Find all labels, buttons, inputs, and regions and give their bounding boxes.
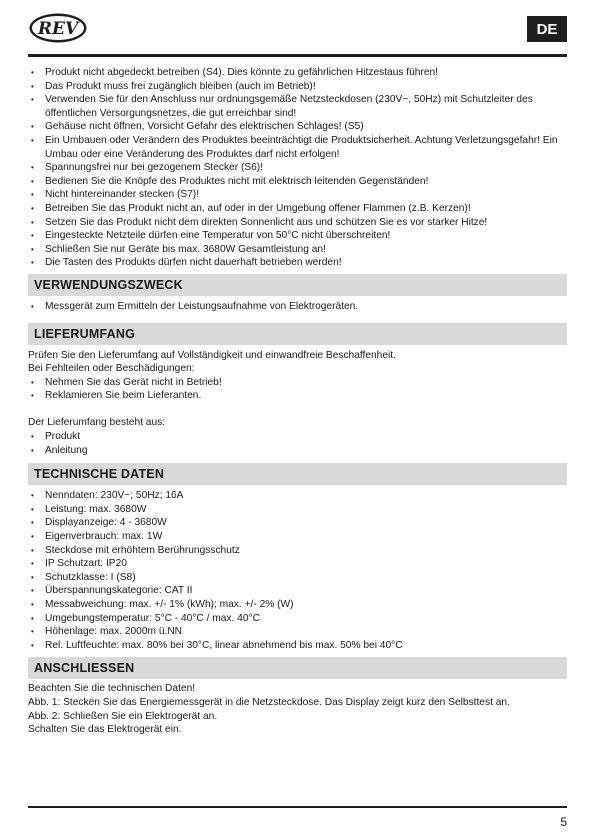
section-heading-scope: LIEFERUMFANG: [28, 323, 567, 345]
section-heading-usage: VERWENDUNGSZWECK: [28, 274, 567, 296]
list-item: • Überspannungskategorie: CAT II: [28, 584, 567, 598]
list-item: • Nicht hintereinander stecken (S7)!: [28, 188, 567, 202]
list-item: • Schließen Sie nur Geräte bis max. 3680W Gesamtleistung an!: [28, 243, 567, 257]
page-content: [28, 66, 567, 737]
scope-list: [28, 376, 567, 403]
section-heading-tech: TECHNISCHE DATEN: [28, 463, 567, 485]
scope-intro: Prüfen Sie den Lieferumfang auf Vollständigkeit und einwandfreie Beschaffenheit.: [28, 349, 396, 361]
list-item: • Betreiben Sie das Produkt nicht an, auf oder in der Umgebung offener Flammen (z.B. Kerzen)!: [28, 202, 567, 216]
scope-contents-list: [28, 430, 567, 457]
footer-divider: [28, 806, 567, 808]
list-item: • Ein Umbauen oder Verändern des Produktes beeinträchtigt die Produktsicherheit. Achtung Verletzungsgefahr! Ein Umbau oder eine Veränderung des Produktes darf nicht erfolgen!: [28, 134, 567, 161]
list-item: • Produkt: [28, 430, 567, 444]
connect-line: Abb. 1: Stecken Sie das Energiemessgerät in die Netzsteckdose. Das Display zeigt kurz den Selbsttest an.: [28, 696, 510, 708]
list-item: • Displayanzeige: 4 - 3680W: [28, 516, 567, 530]
section-heading-connect: ANSCHLIESSEN: [28, 657, 567, 679]
list-item: • Messabweichung: max. +/- 1% (kWh); max. +/- 2% (W): [28, 598, 567, 612]
list-item: • Schutzklasse: I (S8): [28, 571, 567, 585]
safety-list: [28, 66, 567, 270]
svg-text:REV: REV: [37, 19, 79, 39]
rev-logo: [28, 12, 88, 44]
list-item: • Rel. Luftfeuchte: max. 80% bei 30°C, linear abnehmend bis max. 50% bei 40°C: [28, 639, 567, 653]
list-item: • IP Schutzart: IP20: [28, 557, 567, 571]
connect-line: Schalten Sie das Elektrogerät ein.: [28, 724, 182, 736]
list-item: • Messgerät zum Ermitteln der Leistungsaufnahme von Elektrogeräten.: [28, 300, 567, 314]
list-item: • Gehäuse nicht öffnen, Vorsicht Gefahr des elektrischen Schlages! (S5): [28, 120, 567, 134]
connect-line: Abb. 2: Schließen Sie ein Elektrogerät an.: [28, 710, 218, 722]
list-item: • Nenndaten: 230V~; 50Hz; 16A: [28, 489, 567, 503]
list-item: • Das Produkt muss frei zugänglich bleiben (auch im Betrieb)!: [28, 80, 567, 94]
list-item: • Steckdose mit erhöhtem Berührungsschutz: [28, 544, 567, 558]
list-item: • Spannungsfrei nur bei gezogenem Stecker (S6)!: [28, 161, 567, 175]
tech-list: [28, 489, 567, 652]
spacer: [28, 403, 567, 417]
scope-intro-defects: Bei Fehlteilen oder Beschädigungen:: [28, 363, 195, 375]
list-item: • Verwenden Sie für den Anschluss nur ordnungsgemäße Netzsteckdosen (230V~, 50Hz) mit Schutzleiter des öffentlichen Versorgungsnetzes, die gut erreichbar sind!: [28, 93, 567, 120]
list-item: • Bedienen Sie die Knöpfe des Produktes nicht mit elektrisch leitenden Gegenständen!: [28, 175, 567, 189]
list-item: • Anleitung: [28, 444, 567, 458]
list-item: • Reklamieren Sie beim Lieferanten.: [28, 389, 567, 403]
page-number: 5: [560, 815, 567, 829]
list-item: • Die Tasten des Produkts dürfen nicht dauerhaft betrieben werden!: [28, 256, 567, 270]
list-item: • Eingesteckte Netzteile dürfen eine Temperatur von 50°C nicht überschreiten!: [28, 229, 567, 243]
list-item: • Setzen Sie das Produkt nicht dem direkten Sonnenlicht aus und schützen Sie es vor starker Hitze!: [28, 216, 567, 230]
usage-list: [28, 300, 567, 314]
list-item: • Umgebungstemperatur: 5°C - 40°C / max. 40°C: [28, 612, 567, 626]
list-item: • Produkt nicht abgedeckt betreiben (S4). Dies könnte zu gefährlichen Hitzestaus führen!: [28, 66, 567, 80]
scope-contents-intro: Der Lieferumfang besteht aus:: [28, 417, 166, 429]
header-divider: [28, 54, 567, 57]
language-badge: DE: [527, 16, 567, 42]
connect-line: Beachten Sie die technischen Daten!: [28, 683, 196, 695]
list-item: • Eigenverbrauch: max. 1W: [28, 530, 567, 544]
list-item: • Höhenlage: max. 2000m ü.NN: [28, 625, 567, 639]
list-item: • Nehmen Sie das Gerät nicht in Betrieb!: [28, 376, 567, 390]
list-item: • Leistung: max. 3680W: [28, 503, 567, 517]
